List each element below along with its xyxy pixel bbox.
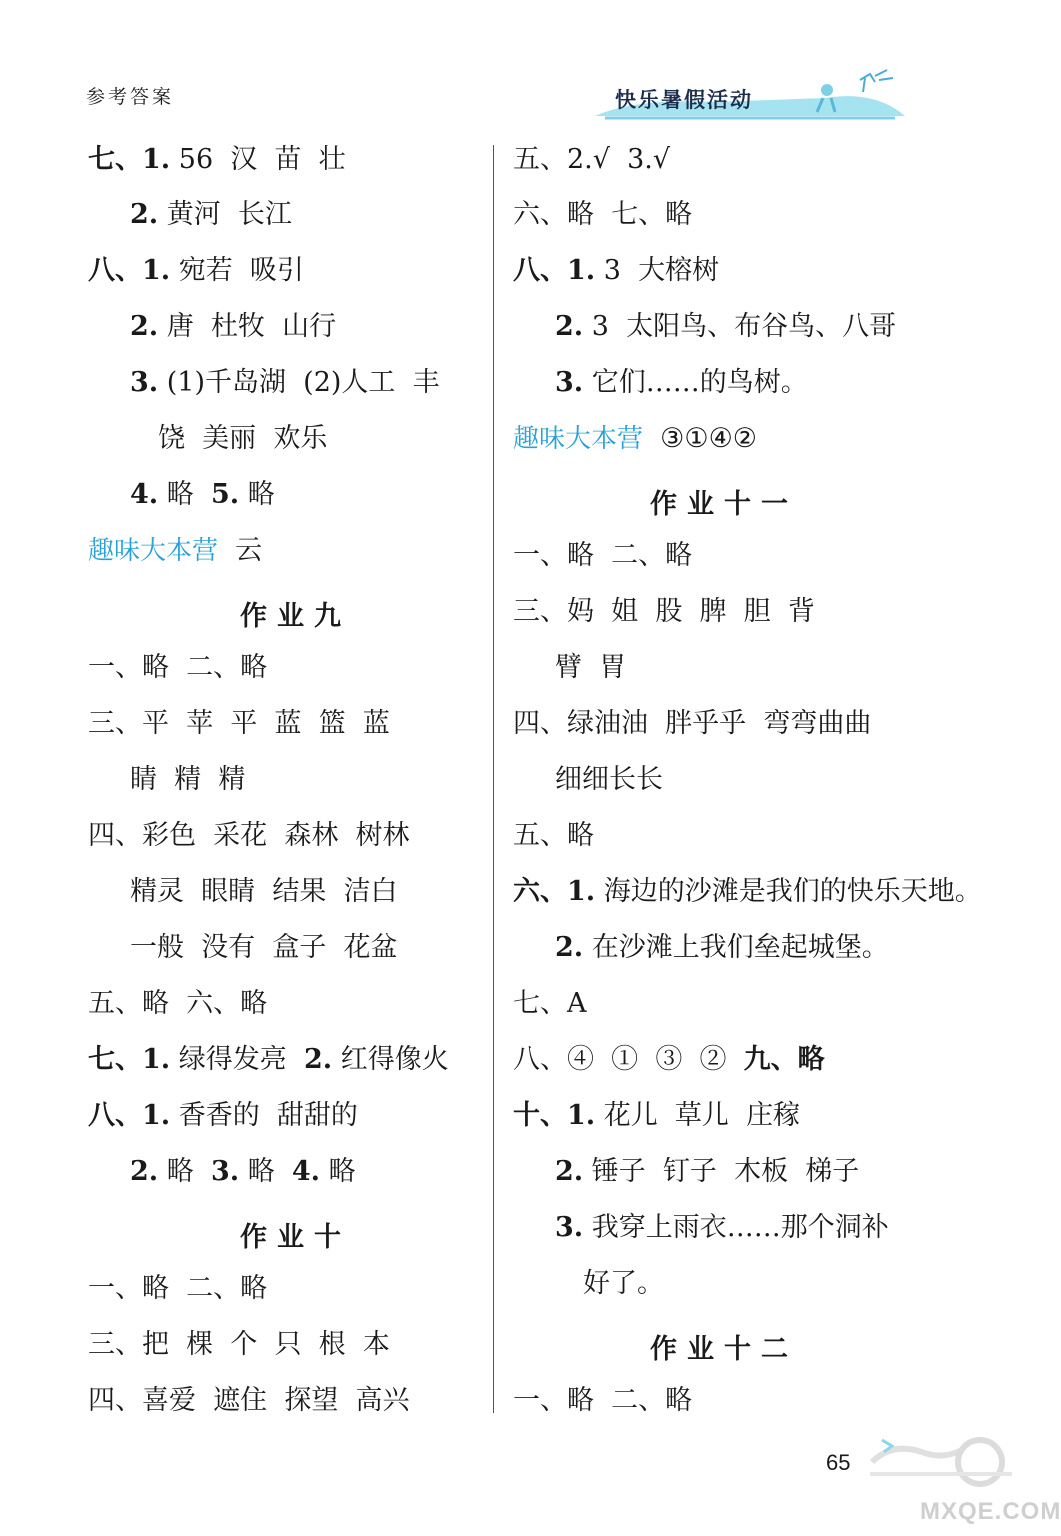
answer-line: 3. (1)千岛湖 (2)人工 丰 — [130, 367, 440, 398]
section-heading: 作业九 — [240, 601, 351, 632]
answer-line: 七、1. 56 汉 苗 壮 — [88, 144, 346, 175]
answer-line: 一、略 二、略 — [513, 1385, 693, 1416]
answer-line: 七、A — [513, 988, 587, 1019]
answer-line: 饶 美丽 欢乐 — [158, 423, 328, 454]
answer-line: 2. 在沙滩上我们垒起城堡。 — [555, 932, 889, 963]
fun-label: 趣味大本营 — [513, 424, 644, 454]
answer-line: 三、把 棵 个 只 根 本 — [88, 1329, 390, 1360]
answer-line: 好了。 — [583, 1268, 664, 1299]
watermark-text: MXQE.COM — [920, 1498, 1061, 1525]
banner-title: 快乐暑假活动 — [615, 88, 753, 112]
page-header-title: 参考答案 — [86, 86, 175, 108]
answer-line: 3. 我穿上雨衣……那个洞补 — [555, 1212, 889, 1243]
column-divider — [493, 145, 494, 1413]
answer-line: 2. 略 3. 略 4. 略 — [130, 1156, 356, 1187]
answer-line: 五、略 六、略 — [88, 988, 268, 1019]
fun-label: 趣味大本营 — [88, 536, 219, 566]
answer-line: 三、平 苹 平 蓝 篮 蓝 — [88, 708, 390, 739]
answer-line: 臂 胃 — [555, 652, 627, 683]
watermark-logo-icon — [862, 1432, 1022, 1502]
answer-line: 四、绿油油 胖乎乎 弯弯曲曲 — [513, 708, 872, 739]
answer-line: 十、1. 花儿 草儿 庄稼 — [513, 1100, 801, 1131]
answer-line: 4. 略 5. 略 — [130, 479, 275, 510]
answer-line: 八、1. 香香的 甜甜的 — [88, 1100, 358, 1131]
section-heading: 作业十二 — [650, 1334, 798, 1365]
answer-line: 细细长长 — [555, 764, 663, 795]
answer-line: 一、略 二、略 — [88, 1273, 268, 1304]
answer-line: 五、2.√ 3.√ — [513, 144, 671, 175]
section-heading: 作业十一 — [650, 489, 798, 520]
summer-activity-banner — [595, 68, 905, 120]
answer-line: 六、略 七、略 — [513, 199, 693, 230]
answer-line: 精灵 眼睛 结果 洁白 — [130, 876, 398, 907]
answer-line: 八、④ ① ③ ② 九、略 — [513, 1044, 825, 1075]
answer-line: 2. 锤子 钉子 木板 梯子 — [555, 1156, 860, 1187]
answer-line: 五、略 — [513, 820, 594, 851]
section-heading: 作业十 — [240, 1222, 351, 1253]
answer-line: 一般 没有 盒子 花盆 — [130, 932, 398, 963]
answer-line: 七、1. 绿得发亮 2. 红得像火 — [88, 1044, 449, 1075]
answer-line: 2. 3 太阳鸟、布谷鸟、八哥 — [555, 311, 897, 342]
answer-line: 三、妈 姐 股 脾 胆 背 — [513, 596, 815, 627]
answer-line: 八、1. 3 大榕树 — [513, 255, 720, 286]
answer-line: 一、略 二、略 — [513, 540, 693, 571]
answer-line: 六、1. 海边的沙滩是我们的快乐天地。 — [513, 876, 982, 907]
answer-line: 八、1. 宛若 吸引 — [88, 255, 304, 286]
fun-answer-line: 趣味大本营 云 — [88, 535, 263, 566]
answer-line: 睛 精 精 — [130, 764, 246, 795]
answer-line: 四、喜爱 遮住 探望 高兴 — [88, 1385, 410, 1416]
fun-answer-line: 趣味大本营 ③①④② — [513, 423, 758, 454]
answer-line: 2. 唐 杜牧 山行 — [130, 311, 337, 342]
answer-line: 3. 它们……的鸟树。 — [555, 367, 808, 398]
answer-line: 2. 黄河 长江 — [130, 199, 292, 230]
answer-line: 四、彩色 采花 森林 树林 — [88, 820, 410, 851]
answer-line: 一、略 二、略 — [88, 652, 268, 683]
page-number: 65 — [826, 1450, 851, 1475]
